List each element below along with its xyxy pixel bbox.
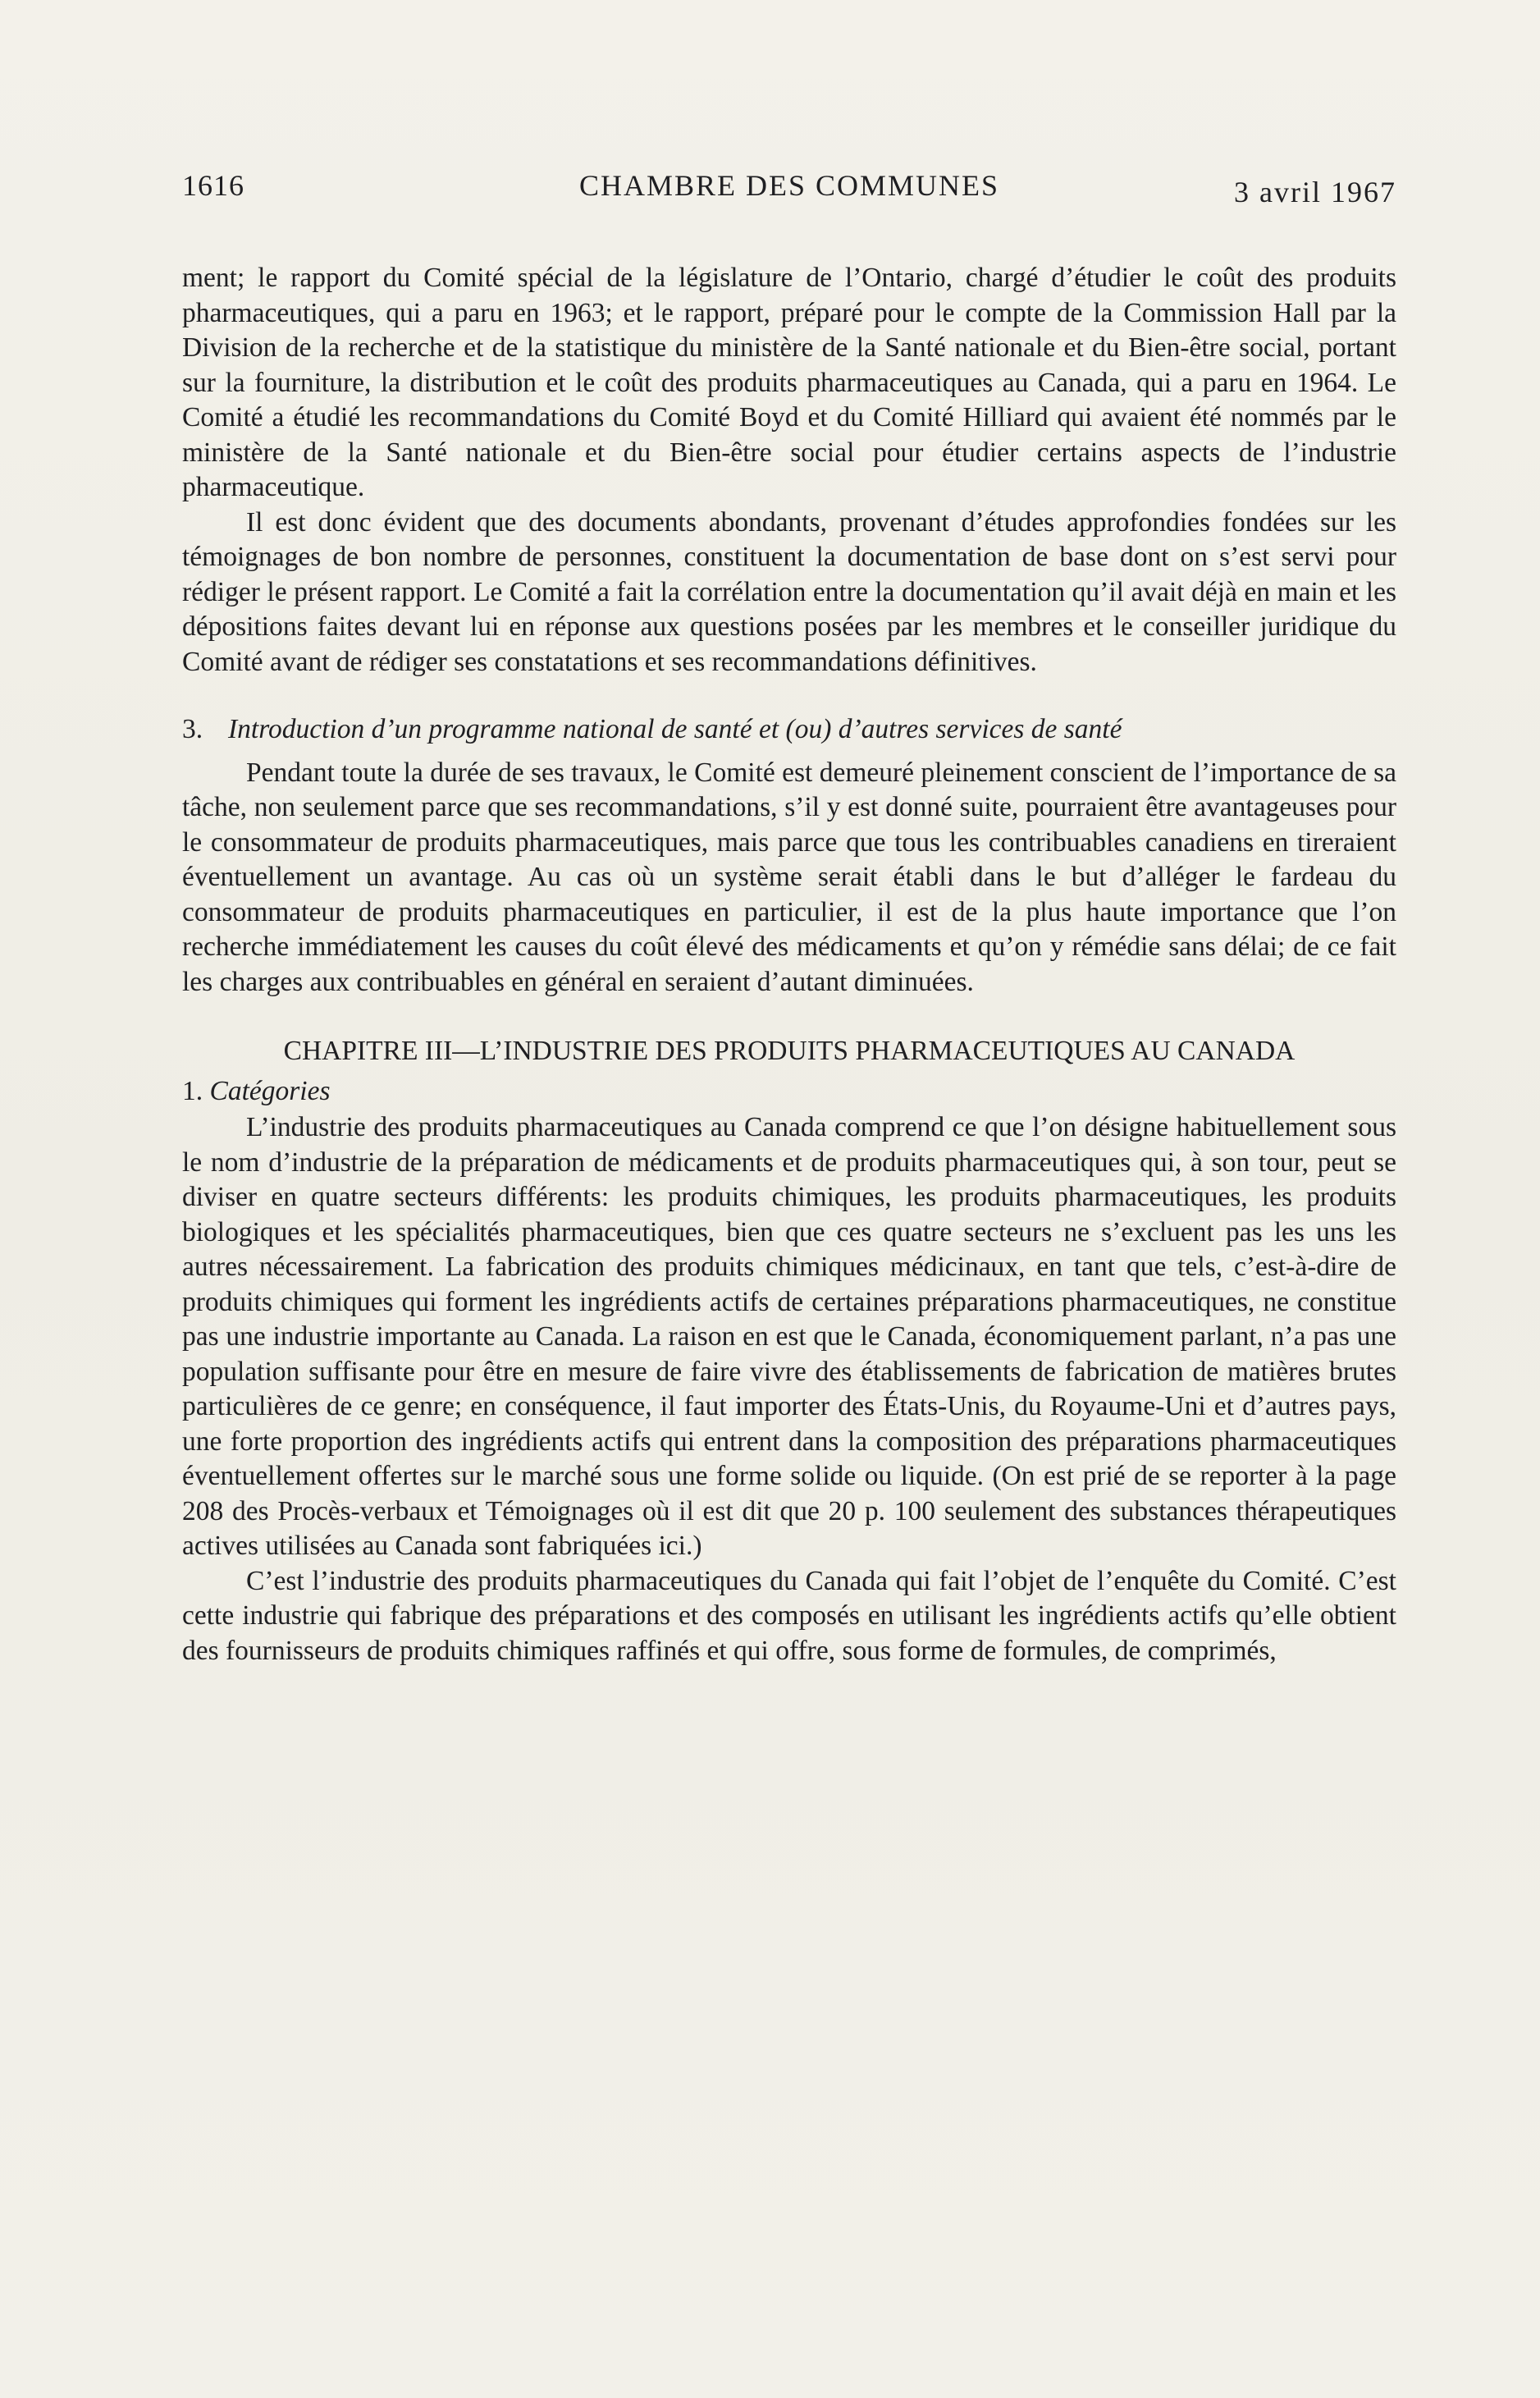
section-number: 3. <box>182 714 203 744</box>
paragraph: C’est l’industrie des produits pharmaceutiques du Canada qui fait l’objet de l’enquête du Comité. C’est cette industrie qui fabrique des préparations et des composés en utilisant les ingrédients actifs qu’elle obtient des fournisseurs de produits chimiques raffinés et qui offre, sous forme de formules, de comprimés, <box>182 1565 1396 1666</box>
paragraph: Il est donc évident que des documents abondants, provenant d’études approfondies fondées sur les témoignages de bon nombre de personnes, constituent la documentation de base dont on s’est servi pour rédiger le présent rapport. Le Comité a fait la corrélation entre la documentation qu’il avait déjà en main et les dépositions faites devant lui en réponse aux questions posées par les membres et le conseiller juridique du Comité avant de rédiger ses constatations et ses recommandations définitives. <box>182 506 1396 677</box>
page-header <box>182 168 1396 217</box>
page-date: 3 avril 1967 <box>1234 176 1396 208</box>
subsection-title: Catégories <box>209 1075 331 1106</box>
paragraph-continuation: ment; le rapport du Comité spécial de la législature de l’Ontario, chargé d’étudier le coût des produits pharmaceutiques, qui a paru en 1963; et le rapport, préparé pour le compte de la Commission Hall par la Division de la recherche et de la statistique du ministère de la Santé nationale et du Bien-être social, portant sur la fourniture, la distribution et le coût des produits pharmaceutiques au Canada, qui a paru en 1964. Le Comité a étudié les recommandations du Comité Boyd et du Comité Hilliard qui avaient été nommés par le ministère de la Santé nationale et du Bien-être social pour étudier certains aspects de l’industrie pharmaceutique. <box>182 263 1396 502</box>
section-title: Introduction d’un programme national de santé et (ou) d’autres services de santé <box>228 714 1122 744</box>
running-title: CHAMBRE DES COMMUNES <box>578 169 1000 202</box>
paragraph: L’industrie des produits pharmaceutiques au Canada comprend ce que l’on désigne habituellement sous le nom d’industrie de la préparation de médicaments et de produits pharmaceutiques qui, à son tour, peut se diviser en quatre secteurs différents: les produits chimiques, les produits pharmaceutiques, les produits biologiques et les spécialités pharmaceutiques, bien que ces quatre secteurs ne s’excluent pas les uns les autres nécessairement. La fabrication des produits chimiques médicinaux, en tant que tels, c’est-à-dire de produits chimiques qui forment les ingrédients actifs de certaines préparations pharmaceutiques, ne constitue pas une industrie importante au Canada. La raison en est que le Canada, économiquement parlant, n’a pas une population suffisante pour être en mesure de faire vivre des établissements de fabrication de matières brutes particulières de ce genre; en conséquence, il faut importer des États-Unis, du Royaume-Uni et d’autres pays, une forte proportion des ingrédients actifs qui entrent dans la composition des préparations pharmaceutiques éventuellement offertes sur le marché sous une forme solide ou liquide. (On est prié de se reporter à la page 208 des Procès-verbaux et Témoignages où il est dit que 20 p. 100 seulement des substances thérapeutiques actives utilisées au Canada sont fabriquées ici.) <box>182 1112 1396 1561</box>
subsection-heading <box>182 1074 1396 1110</box>
paragraph: Pendant toute la durée de ses travaux, le Comité est demeuré pleinement conscient de l’importance de sa tâche, non seulement parce que ses recommandations, s’il y est donné suite, pourraient être avantageuses pour le consommateur de produits pharmaceutiques, mais parce que tous les contribuables canadiens en tireraient éventuellement un avantage. Au cas où un système serait établi dans le but d’alléger le fardeau du consommateur de produits pharmaceutiques en particulier, il est de la plus haute importance que l’on recherche immédiatement les causes du coût élevé des médicaments et qu’on y rémédie sans délai; de ce fait les charges aux contribuables en général en seraient d’autant diminuées. <box>182 757 1396 997</box>
page-number: 1616 <box>182 169 244 202</box>
chapter-title: CHAPITRE III—L’INDUSTRIE DES PRODUITS PHARMACEUTIQUES AU CANADA <box>283 1036 1296 1066</box>
body-text <box>182 261 1396 1668</box>
subsection-number: 1. <box>182 1075 203 1106</box>
section-heading <box>182 712 1396 748</box>
